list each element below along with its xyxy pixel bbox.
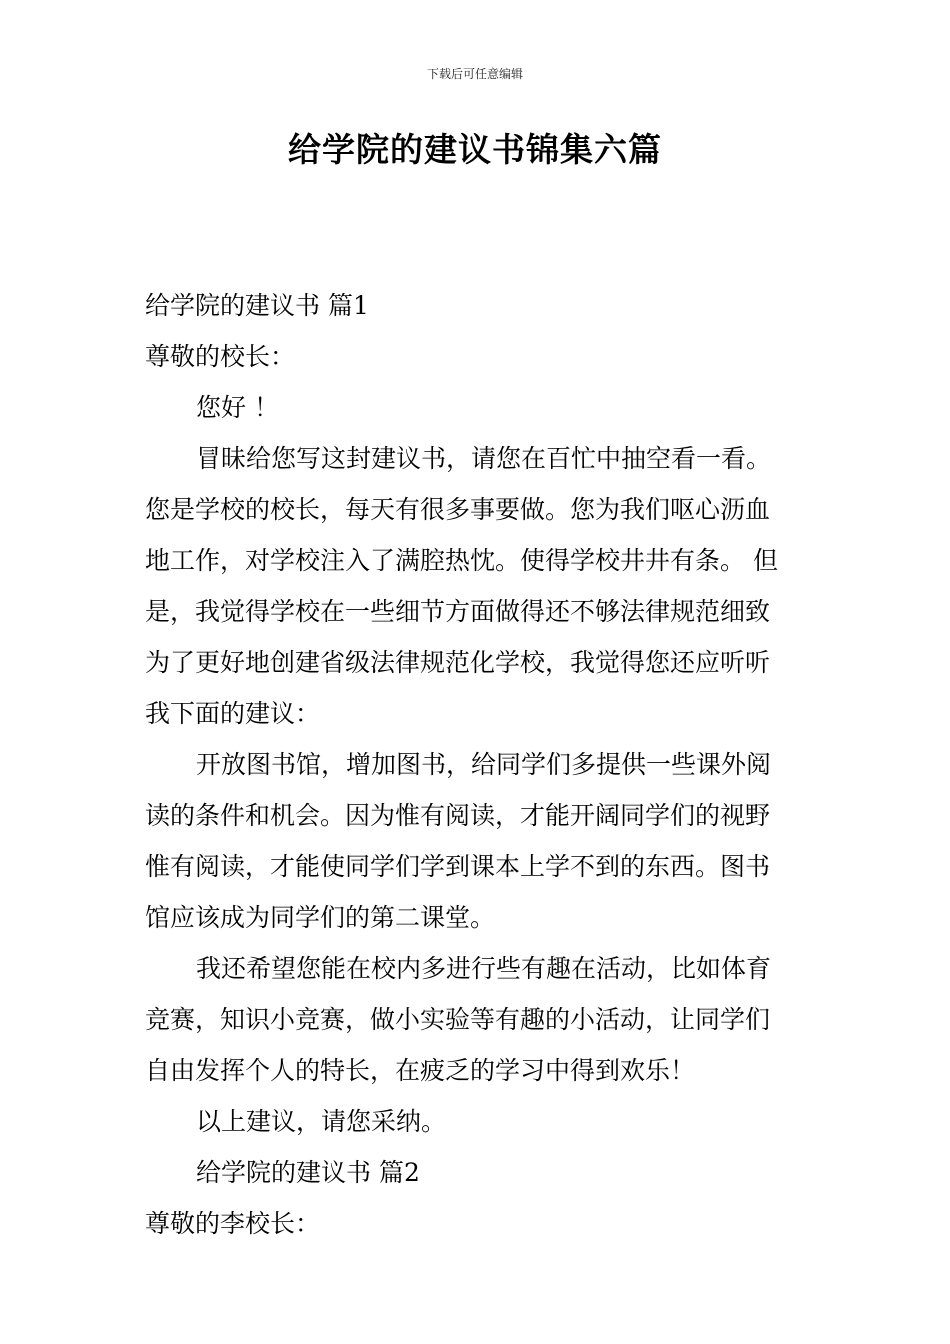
body-line: 地工作，对学校注入了满腔热忱。使得学校井井有条。 但 [145,546,778,575]
header-note: 下载后可任意编辑 [426,67,523,81]
body-line: 以上建议，请您采纳。 [196,1107,447,1136]
document-body [145,280,809,1249]
body-line: 是，我觉得学校在一些细节方面做得还不够法律规范细致 [145,597,771,626]
body-line: 竞赛，知识小竞赛，做小实验等有趣的小活动，让同学们 [145,1005,771,1034]
body-line: 给学院的建议书 篇1 [145,291,369,320]
body-line: 冒昧给您写这封建议书，请您在百忙中抽空看一看。 [196,444,772,473]
body-line: 您好 ！ [196,393,279,422]
body-line: 开放图书馆，增加图书，给同学们多提供一些课外阅 [196,750,772,779]
body-line: 为了更好地创建省级法律规范化学校，我觉得您还应听听 [145,648,771,677]
body-line: 尊敬的李校长： [145,1209,321,1238]
body-line: 我还希望您能在校内多进行些有趣在活动，比如体育 [196,954,772,983]
body-line: 尊敬的校长： [145,342,296,371]
body-line: 惟有阅读，才能使同学们学到课本上学不到的东西。图书 [145,852,771,881]
body-line: 我下面的建议： [145,699,321,728]
body-line: 自由发挥个人的特长，在疲乏的学习中得到欢乐！ [145,1056,696,1085]
document-title: 给学院的建议书锦集六篇 [288,130,662,169]
body-line: 馆应该成为同学们的第二课堂。 [145,903,496,932]
body-line: 您是学校的校长，每天有很多事要做。您为我们呕心沥血 [145,495,771,524]
body-line: 给学院的建议书 篇2 [196,1158,420,1187]
body-line: 读的条件和机会。因为惟有阅读，才能开阔同学们的视野 [145,801,771,830]
